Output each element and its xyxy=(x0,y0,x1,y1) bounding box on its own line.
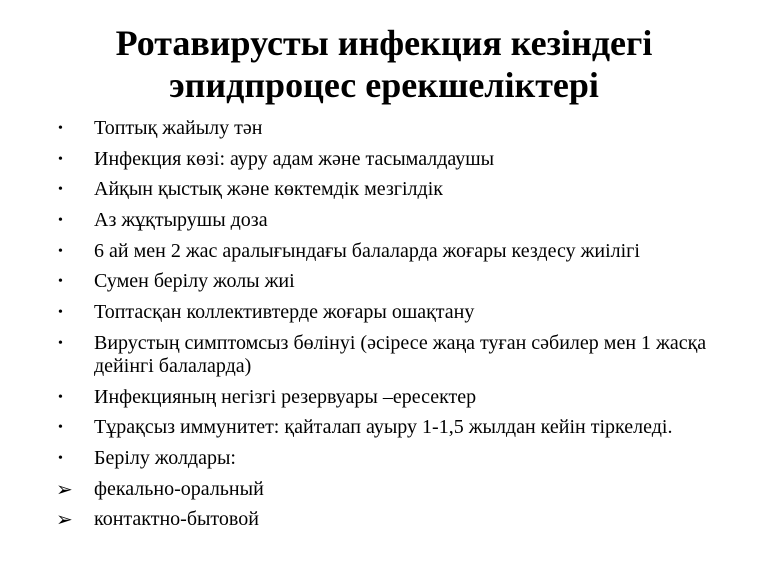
bullet-text: 6 ай мен 2 жас аралығындағы балаларда жоғары кездесу жиілігі xyxy=(94,239,640,262)
bullet-icon: • xyxy=(58,420,63,436)
bullet-item xyxy=(58,416,748,439)
bullet-item xyxy=(58,178,748,201)
bullet-icon: • xyxy=(58,450,63,466)
bullet-item xyxy=(58,240,748,263)
bullet-item xyxy=(58,447,748,470)
slide-title xyxy=(0,22,768,106)
arrow-bullet-icon: ➢ xyxy=(56,509,73,532)
bullet-text: Аз жұқтырушы доза xyxy=(94,209,268,232)
bullet-item xyxy=(58,332,748,378)
bullet-text: Инфекция көзі: ауру адам және тасымалдаушы xyxy=(94,147,495,170)
bullet-text: Берілу жолдары: xyxy=(94,446,236,469)
bullet-item xyxy=(58,508,748,531)
bullet-list xyxy=(58,117,748,539)
bullet-item xyxy=(58,117,748,140)
bullet-item xyxy=(58,148,748,171)
bullet-item xyxy=(58,386,748,409)
bullet-icon: • xyxy=(58,305,63,321)
slide-title-line-2: эпидпроцес ерекшеліктері xyxy=(169,65,599,105)
bullet-text: Топтық жайылу тән xyxy=(94,117,263,139)
bullet-text: Топтасқан коллективтерде жоғары ошақтану xyxy=(94,301,475,324)
bullet-item xyxy=(58,270,748,293)
bullet-text: Вирустың симптомсыз бөлінуі (әсіресе жаңа туған сәбилер мен 1 жасқа дейінгі балаларда) xyxy=(94,331,707,377)
bullet-icon: • xyxy=(58,274,63,290)
slide-title-line-1: Ротавирусты инфекция кезіндегі xyxy=(115,23,653,63)
bullet-item xyxy=(58,209,748,232)
bullet-text: Сумен берілу жолы жиі xyxy=(94,270,295,293)
bullet-text: Инфекцияның негізгі резервуары –ересектер xyxy=(94,385,477,408)
bullet-text: контактно-бытовой xyxy=(94,508,259,531)
bullet-icon: • xyxy=(58,182,63,198)
bullet-icon: • xyxy=(58,213,63,229)
bullet-text: фекально-оральный xyxy=(94,477,264,500)
bullet-text: Айқын қыстық және көктемдік мезгілдік xyxy=(94,178,443,201)
bullet-icon: • xyxy=(58,389,63,405)
bullet-item xyxy=(58,478,748,501)
arrow-bullet-icon: ➢ xyxy=(56,478,73,501)
bullet-icon: • xyxy=(58,335,63,351)
bullet-icon: • xyxy=(58,151,63,167)
bullet-text: Тұрақсыз иммунитет: қайталап ауыру 1-1,5 жылдан кейін тіркеледі. xyxy=(94,416,673,439)
bullet-icon: • xyxy=(58,121,63,136)
bullet-item xyxy=(58,301,748,324)
bullet-icon: • xyxy=(58,243,63,259)
